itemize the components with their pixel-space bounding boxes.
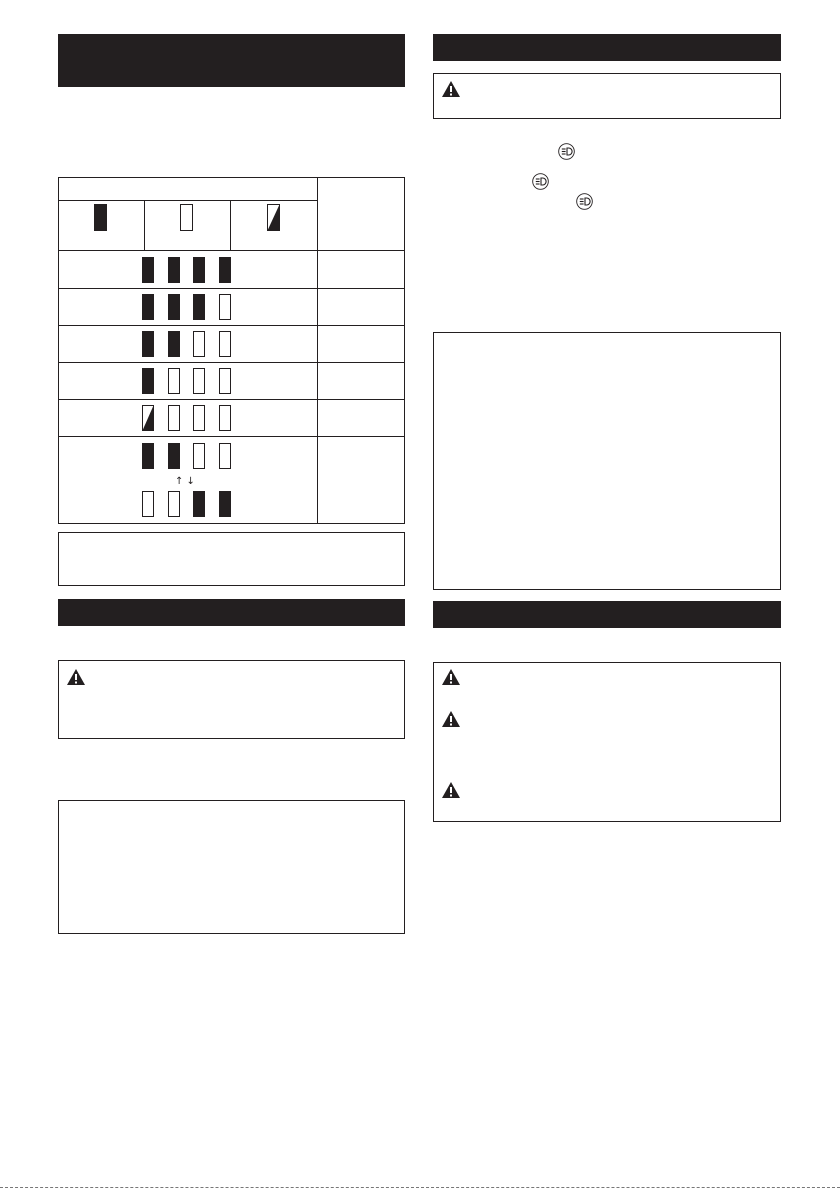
indicator-lamp [193, 443, 205, 469]
indicator-lamp [193, 491, 205, 517]
indicator-lamp [142, 294, 154, 320]
note-box [433, 332, 781, 590]
caution-box [433, 73, 781, 119]
battery-indicator-table [58, 177, 405, 524]
indicator-lamp [193, 405, 205, 431]
caution-box [433, 662, 781, 822]
alternating-arrows: ↑ ↓ [175, 476, 195, 487]
warning-triangle-icon [441, 710, 461, 733]
indicator-lamp [142, 257, 154, 283]
warning-triangle-icon [441, 668, 461, 691]
indicator-lamp [193, 294, 205, 320]
warning-triangle-icon [66, 668, 86, 691]
indicator-lamp [219, 443, 231, 469]
indicator-lamp [168, 405, 180, 431]
legend-off-indicator [180, 204, 193, 231]
section-header-bar [433, 601, 781, 628]
section-header-bar [58, 599, 405, 626]
indicator-lamp [219, 405, 231, 431]
indicator-lamp [142, 491, 154, 517]
lamp-button-icon [576, 193, 593, 215]
indicator-lamp [168, 491, 180, 517]
note-box [58, 800, 405, 934]
indicator-lamp [219, 257, 231, 283]
indicator-lamp [168, 294, 180, 320]
indicator-lamp [168, 443, 180, 469]
indicator-lamp-blinking [142, 405, 154, 431]
indicator-lamp [193, 368, 205, 394]
indicator-lamp [219, 294, 231, 320]
section-header-bar [433, 34, 781, 61]
section-header-bar [58, 34, 405, 87]
indicator-lamp [193, 331, 205, 357]
caution-box [58, 660, 405, 739]
indicator-lamp [168, 257, 180, 283]
note-box [58, 532, 405, 586]
indicator-lamp [168, 368, 180, 394]
indicator-lamp [142, 331, 154, 357]
indicator-lamp [219, 491, 231, 517]
lamp-button-icon [532, 173, 549, 195]
indicator-lamp [219, 331, 231, 357]
warning-triangle-icon [441, 781, 461, 804]
indicator-lamp [193, 257, 205, 283]
lamp-button-icon [558, 143, 575, 165]
legend-blinking-indicator [267, 204, 280, 231]
bottom-rule [0, 1187, 840, 1188]
indicator-lamp [219, 368, 231, 394]
indicator-lamp [142, 368, 154, 394]
indicator-lamp [168, 331, 180, 357]
legend-lit-indicator [94, 204, 107, 231]
indicator-lamp [142, 443, 154, 469]
warning-triangle-icon [441, 80, 461, 103]
